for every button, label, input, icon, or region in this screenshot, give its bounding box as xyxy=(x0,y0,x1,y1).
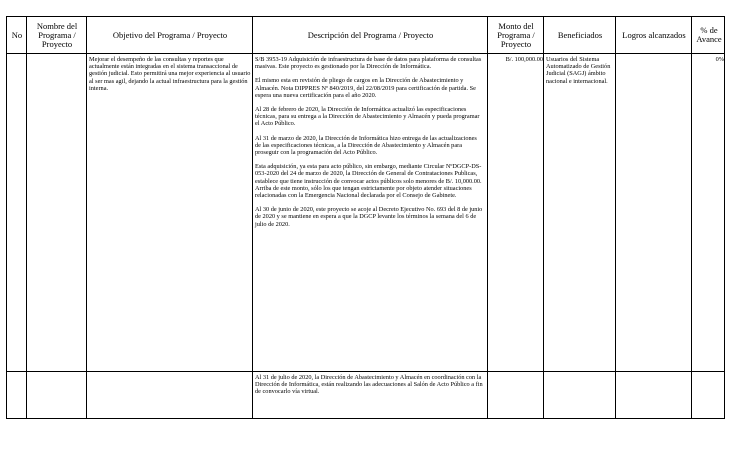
header-avance: % de Avance xyxy=(696,25,722,44)
descripcion-paragraph: Esta adquisición, ya esta para acto público, sin embargo, mediante Circular NºDGCP-DS-053-2020 del 24 de marzo de 2020, la Dirección de General de Contrataciones Publicas, establece que tiene instrucción de convocar actos públicos solo menores de B/. 10,000.00. Arriba de este monto, sólo los que tengan estrictamente por objeto atender situaciones relacionadas con la Emergencia Nacional declarada por el Consejo de Gabinete. xyxy=(255,163,482,200)
row-divider xyxy=(7,371,724,372)
column-divider xyxy=(616,17,692,418)
header-objetivo: Objetivo del Programa / Proyecto xyxy=(112,29,228,40)
column-divider xyxy=(27,17,87,418)
column-divider xyxy=(7,17,27,418)
descripcion-cell: Al 31 de julio de 2020, la Dirección de Abastecimiento y Almacén en coordinación con la Dirección de Informática, están realizando las adecuaciones al Salón de Acto Público a fin de convocarlo vía virtual. xyxy=(255,374,483,396)
descripcion-paragraph: S/B 3953-19 Adquisición de infraestructura de base de datos para plataforma de consultas masivas. Este proyecto es gestionado por la Dirección de Informática. xyxy=(255,56,482,71)
descripcion-cell xyxy=(255,56,484,235)
avance-cell: 0% xyxy=(715,56,724,63)
descripcion-paragraph: Al 30 de junio de 2020, este proyecto se acoje al Decreto Ejecutivo No. 693 del 8 de junio de 2020 y se mantiene en espera a que la DGCP levante los términos la semana del 6 de julio de 2020. xyxy=(255,206,483,228)
column-divider xyxy=(488,17,544,418)
descripcion-paragraph: Al 31 de marzo de 2020, la Dirección de Informática hizo entrega de las actualizaciones de las especificaciones técnicas, a la Dirección de Abastecimiento y Almacén para proseguir con la programación del Acto Público. xyxy=(255,134,477,157)
projects-table xyxy=(6,16,725,419)
header-beneficiados: Beneficiados xyxy=(557,29,603,40)
monto-cell: B/. 100,000.00 xyxy=(505,56,543,63)
header-descripcion: Descripción del Programa / Proyecto xyxy=(307,29,434,40)
header-no: No xyxy=(11,29,23,40)
objetivo-cell: Mejorar el desempeño de las consultas y reportes que actualmente están integradas en el sistema transaccional de gestión judicial. Esto permitirá una mejor experiencia al usuario al ser mas agil, dejando la actual infraestructura para la gestión interna. xyxy=(89,56,251,92)
header-nombre: Nombre del Programa / Proyecto xyxy=(36,20,78,49)
descripcion-paragraph: El mismo esta en revisión de pliego de cargos en la Dirección de Abastecimiento y Almacén. Nota DIPPRES Nº 840/2019, del 22/08/2019 para certificación de partida. Se espera una nueva certificación para el año 2020. xyxy=(255,77,476,99)
descripcion-paragraph: Al 28 de febrero de 2020, la Dirección de Informática actualizó las especificaciones técnicas, para su entrega a la Dirección de Abastecimiento y Almacén y pueda programar el Acto Público. xyxy=(255,106,480,128)
header-monto: Monto del Programa / Proyecto xyxy=(497,20,535,49)
header-logros: Logros alcanzados xyxy=(622,29,686,40)
beneficiados-cell: Usuarios del Sistema Automatizado de Gestión Judicial (SAGJ) ámbito nacional e internacional. xyxy=(546,56,611,85)
